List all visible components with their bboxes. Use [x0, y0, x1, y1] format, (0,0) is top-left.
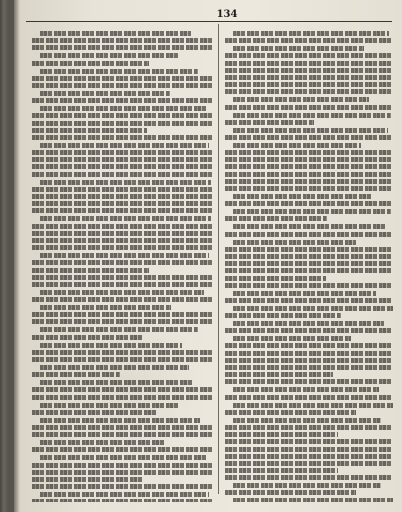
text-line: [40, 216, 211, 221]
text-line: [233, 418, 381, 423]
text-line: [32, 208, 212, 213]
text-line: [32, 319, 212, 324]
text-line: [225, 475, 393, 480]
text-line: [32, 61, 149, 66]
text-line: [233, 240, 356, 245]
text-line: [32, 238, 212, 243]
text-line: [233, 498, 393, 502]
text-line: [225, 410, 356, 415]
text-line: [225, 447, 393, 452]
text-line: [225, 468, 338, 473]
text-line: [32, 172, 212, 177]
left-text-column: [32, 28, 212, 502]
text-line: [32, 282, 212, 287]
text-line: [225, 425, 393, 430]
text-line: [225, 172, 393, 177]
text-line: [40, 290, 204, 295]
text-line: [32, 463, 212, 468]
text-line: [32, 432, 212, 437]
text-line: [233, 403, 393, 408]
text-line: [225, 120, 314, 125]
text-line: [225, 179, 393, 184]
text-line: [40, 91, 170, 96]
text-line: [225, 351, 393, 356]
text-line: [233, 224, 386, 229]
text-line: [32, 447, 212, 452]
text-line: [40, 305, 171, 310]
text-line: [233, 321, 384, 326]
text-line: [32, 372, 120, 377]
page-number: 134: [216, 9, 238, 20]
text-line: [225, 105, 393, 110]
text-line: [32, 425, 212, 430]
text-line: [225, 232, 393, 237]
text-line: [32, 231, 212, 236]
text-line: [225, 313, 341, 318]
text-line: [225, 150, 393, 155]
text-line: [225, 379, 393, 384]
text-line: [225, 135, 393, 140]
text-line: [32, 128, 147, 133]
text-line: [233, 46, 364, 51]
text-line: [32, 150, 212, 155]
text-line: [225, 254, 393, 259]
text-line: [32, 194, 212, 199]
text-line: [32, 157, 212, 162]
text-line: [225, 75, 393, 80]
text-line: [32, 477, 144, 482]
text-line: [32, 297, 212, 302]
text-line: [225, 61, 393, 66]
text-line: [32, 268, 149, 273]
text-line: [32, 201, 212, 206]
text-line: [233, 31, 389, 36]
text-line: [225, 343, 393, 348]
text-line: [32, 312, 212, 317]
text-line: [40, 365, 189, 370]
text-line: [40, 180, 211, 185]
text-line: [32, 499, 212, 502]
text-line: [40, 53, 180, 58]
text-line: [32, 470, 212, 475]
binding-shadow: [14, 0, 20, 512]
text-line: [32, 260, 212, 265]
text-line: [225, 53, 393, 58]
text-line: [40, 492, 209, 497]
text-line: [225, 164, 393, 169]
text-line: [32, 98, 212, 103]
text-line: [225, 328, 393, 333]
text-line: [225, 186, 393, 191]
header-rule: [26, 21, 392, 22]
text-line: [225, 38, 393, 43]
text-line: [225, 68, 393, 73]
text-line: [225, 454, 393, 459]
text-line: [32, 38, 212, 43]
text-line: [233, 143, 361, 148]
text-line: [40, 69, 198, 74]
text-line: [225, 261, 393, 266]
text-line: [225, 358, 393, 363]
text-line: [40, 31, 191, 36]
text-line: [32, 484, 212, 489]
text-line: [225, 276, 326, 281]
text-line: [40, 106, 206, 111]
text-line: [225, 89, 393, 94]
printed-page: [14, 0, 402, 512]
text-line: [32, 45, 212, 50]
text-line: [40, 455, 206, 460]
text-line: [32, 135, 212, 140]
text-line: [225, 283, 393, 288]
text-line: [225, 201, 393, 206]
text-line: [32, 224, 212, 229]
text-line: [233, 128, 388, 133]
text-line: [32, 245, 212, 250]
text-line: [40, 253, 209, 258]
text-line: [40, 418, 200, 423]
text-line: [32, 335, 142, 340]
text-line: [233, 113, 391, 118]
text-line: [32, 187, 212, 192]
text-line: [225, 432, 338, 437]
text-line: [40, 380, 193, 385]
text-line: [32, 121, 212, 126]
text-line: [40, 440, 166, 445]
text-line: [233, 306, 393, 311]
column-divider: [218, 24, 219, 494]
text-line: [40, 143, 209, 148]
text-line: [32, 410, 156, 415]
text-line: [225, 395, 393, 400]
text-line: [233, 97, 369, 102]
text-line: [225, 439, 393, 444]
text-line: [233, 194, 372, 199]
text-line: [233, 336, 351, 341]
text-line: [32, 275, 212, 280]
text-line: [40, 403, 179, 408]
text-line: [225, 216, 327, 221]
text-line: [225, 268, 393, 273]
text-line: [225, 365, 393, 370]
text-line: [225, 372, 333, 377]
text-line: [225, 82, 393, 87]
text-line: [40, 343, 182, 348]
text-line: [225, 298, 393, 303]
right-text-column: [225, 28, 393, 502]
text-line: [233, 209, 391, 214]
text-line: [32, 113, 212, 118]
text-line: [32, 395, 212, 400]
text-line: [32, 83, 212, 88]
text-line: [233, 387, 379, 392]
text-line: [32, 387, 212, 392]
text-line: [233, 483, 381, 488]
text-line: [32, 76, 212, 81]
text-line: [233, 291, 376, 296]
text-line: [32, 164, 212, 169]
text-line: [225, 490, 356, 495]
text-line: [32, 357, 212, 362]
text-line: [225, 157, 393, 162]
text-line: [225, 247, 393, 252]
text-line: [32, 350, 212, 355]
text-line: [225, 461, 393, 466]
text-line: [40, 327, 198, 332]
